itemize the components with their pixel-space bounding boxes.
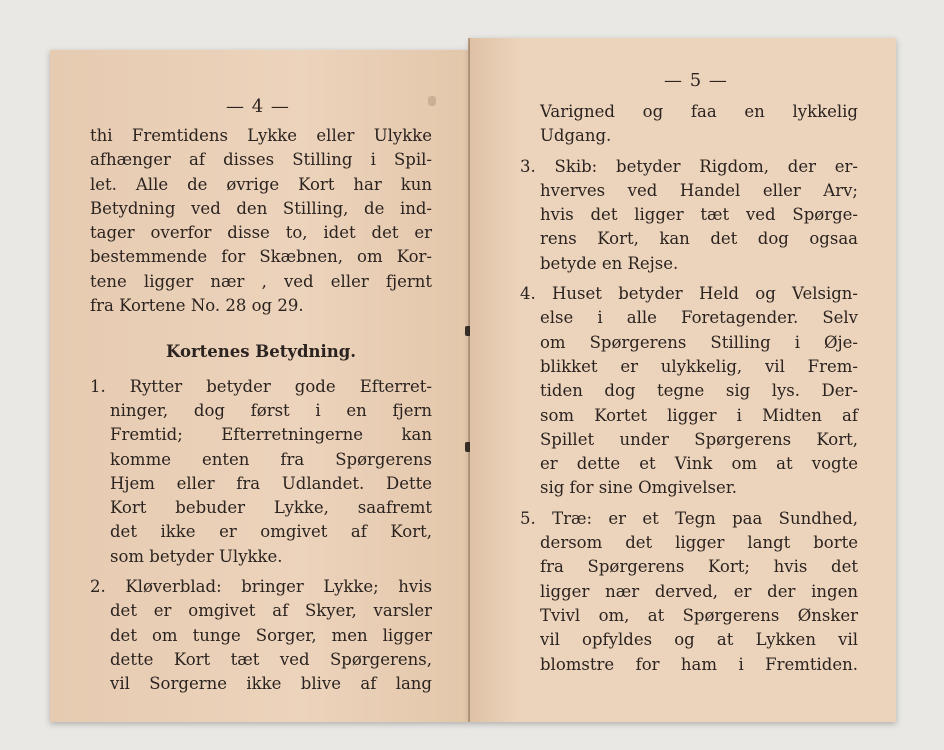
text-line: hvis det ligger tæt ved Spørge- xyxy=(540,205,858,225)
text-line: komme enten fra Spørgerens xyxy=(110,449,432,469)
text-line: Kort bebuder Lykke, saafremt xyxy=(110,498,432,518)
list-item-skib xyxy=(520,155,858,276)
right-page xyxy=(470,38,896,722)
text-line: som Kortet ligger i Midten af xyxy=(540,405,858,425)
open-booklet xyxy=(50,38,896,722)
text-line: Udgang. xyxy=(540,126,612,146)
list-item-huset xyxy=(520,282,858,501)
list-item-rytter xyxy=(90,375,432,569)
text-line: tiden dog tegne sig lys. Der- xyxy=(540,381,858,401)
text-line: 5. Træ: er et Tegn paa Sundhed, xyxy=(520,508,858,528)
text-line: Hjem eller fra Udlandet. Dette xyxy=(110,473,432,493)
text-line: else i alle Foretagender. Selv xyxy=(540,308,858,328)
text-line: let. Alle de øvrige Kort har kun xyxy=(90,174,432,194)
text-line: Tvivl om, at Spørgerens Ønsker xyxy=(540,605,858,625)
text-line: det om tunge Sorger, men ligger xyxy=(110,625,432,645)
list-item-klover xyxy=(90,575,432,696)
text-line: dette Kort tæt ved Spørgerens, xyxy=(110,649,432,669)
left-page xyxy=(50,50,470,722)
text-line: fra Kortene No. 28 og 29. xyxy=(90,296,304,316)
text-line: 1. Rytter betyder gode Efterret- xyxy=(90,376,432,396)
text-line: rens Kort, kan det dog ogsaa xyxy=(540,229,858,249)
text-line: thi Fremtidens Lykke eller Ulykke xyxy=(90,126,432,145)
text-line: dersom det ligger langt borte xyxy=(540,533,858,553)
text-line: Betydning ved den Stilling, de ind- xyxy=(90,198,432,218)
list-item-trae xyxy=(520,507,858,677)
text-line: Varigned og faa en lykkelig xyxy=(540,102,858,121)
text-line: vil opfyldes og at Lykken vil xyxy=(540,630,858,650)
text-line: det er omgivet af Skyer, varsler xyxy=(110,601,432,621)
text-line: sig for sine Omgivelser. xyxy=(540,478,738,498)
text-line: er dette et Vink om at vogte xyxy=(540,454,858,474)
text-line: 4. Huset betyder Held og Velsign- xyxy=(520,284,858,304)
text-line: hverves ved Handel eller Arv; xyxy=(540,180,858,200)
text-line: 3. Skib: betyder Rigdom, der er- xyxy=(520,156,858,176)
text-line: blikket er ulykkelig, vil Frem- xyxy=(540,356,858,376)
text-line: som betyder Ulykke. xyxy=(110,546,283,566)
text-line: 2. Kløverblad: bringer Lykke; hvis xyxy=(90,577,432,597)
text-line: bestemmende for Skæbnen, om Kor- xyxy=(90,247,432,267)
continued-paragraph xyxy=(520,100,858,149)
page-number-left: — 4 — xyxy=(226,96,290,117)
text-line: om Spørgerens Stilling i Øje- xyxy=(540,332,858,352)
text-line: blomstre for ham i Fremtiden. xyxy=(540,654,858,674)
right-page-text xyxy=(520,100,858,677)
text-line: afhænger af disses Stilling i Spil- xyxy=(90,150,432,170)
text-line: fra Spørgerens Kort; hvis det xyxy=(540,557,858,577)
text-line: tager overfor disse to, idet det er xyxy=(90,223,432,243)
text-line: Fremtid; Efterretningerne kan xyxy=(110,425,432,445)
intro-paragraph xyxy=(90,124,432,318)
section-heading: Kortenes Betydning. xyxy=(165,342,357,362)
text-line: vil Sorgerne ikke blive af lang xyxy=(110,674,432,694)
left-page-text xyxy=(90,124,432,697)
text-line: det ikke er omgivet af Kort, xyxy=(110,522,432,542)
text-line: betyde en Rejse. xyxy=(540,253,679,273)
text-line: tene ligger nær , ved eller fjernt xyxy=(90,271,432,291)
text-line: Spillet under Spørgerens Kort, xyxy=(540,429,858,449)
text-line: ninger, dog først i en fjern xyxy=(110,400,432,420)
text-line: ligger nær derved, er der ingen xyxy=(540,581,858,601)
page-stain xyxy=(428,96,436,106)
page-number-right: — 5 — xyxy=(664,70,728,91)
